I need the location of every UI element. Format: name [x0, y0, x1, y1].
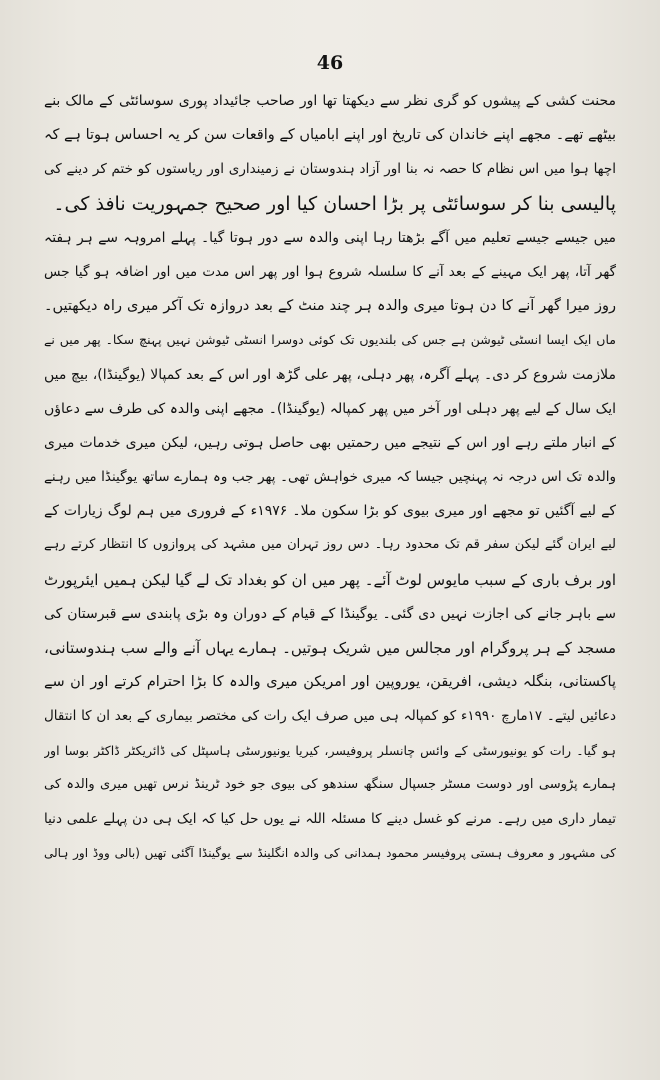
text-line: کی مشہور و معروف ہستی پروفیسر محمود ہمدانی کی والدہ انگلینڈ سے یوگینڈا آگئی تھیں (بالی ووڈ اور ہالی: [44, 846, 616, 861]
text-line: ملازمت شروع کر دی۔ پہلے آگرہ، پھر دہلی، پھر علی گڑھ اور اس کے بعد کمپالا (یوگینڈا)، بیچ میں: [44, 366, 616, 383]
text-line: اچھا ہوا میں اس نظام کا حصہ نہ بنا اور آزاد ہندوستان نے زمینداری اور ریاستوں کو ختم کر دینے کی: [44, 161, 616, 178]
text-line: والدہ تک اس درجہ نہ پہنچیں جیسا کہ میری خواہش تھی۔ پھر جب وہ ہمارے ساتھ یوگینڈا میں رہنے: [44, 469, 616, 486]
text-line: بیٹھے تھے۔ مجھے اپنے خاندان کی تاریخ اور اپنے ابامیاں کے واقعات سن کر یہ احساس ہوتا ہے کہ: [44, 127, 616, 144]
text-line: سے باہر جانے کی اجازت نہیں دی گئی۔ یوگینڈا کے قیام کے دوران وہ بڑی پابندی سے قبرستان کی: [44, 605, 616, 622]
text-line: تیمار داری میں رہے۔ مرنے کو غسل دینے کا مسئلہ اللہ نے یوں حل کیا کہ ایک ہی دن پہلے علمی دنیا: [44, 810, 616, 827]
text-line: دعائیں لیتے۔ ۱۷مارچ ۱۹۹۰ء کو کمپالہ ہی میں صرف ایک رات کی مختصر بیماری کے بعد ان کا انتقال: [44, 708, 616, 725]
text-line: مسجد کے ہر پروگرام اور مجالس میں شریک ہوتیں۔ ہمارے یہاں آنے والے سب ہندوستانی،: [44, 639, 616, 657]
text-line: ایک سال کے لیے پھر دہلی اور آخر میں پھر کمپالہ (یوگینڈا)۔ مجھے اپنی والدہ کی طرف سے دعاؤں: [44, 400, 616, 417]
page-number: 46: [316, 52, 344, 74]
text-line: میں جیسے جیسے تعلیم میں آگے بڑھتا رہا اپنی والدہ سے دور ہوتا گیا۔ پہلے امروہہ سے ہر ہفتہ: [44, 229, 616, 246]
text-line: گھر آتا، پھر ایک مہینے کے بعد آنے کا سلسلہ شروع ہوا اور پھر اس مدت میں اور اضافہ ہو گیا جس: [44, 263, 616, 280]
text-line: پاکستانی، بنگلہ دیشی، افریقن، یوروپین اور امریکن میری والدہ کا بڑا احترام کرتے اور ان سے: [44, 674, 616, 691]
text-line: کے لیے آگئیں تو مجھے اور میری بیوی کو بڑا سکون ملا۔ ۱۹۷۶ء کے فروری میں ہم لوگ زیارات کے: [44, 503, 616, 520]
text-line: ماں ایک ایسا انسٹی ٹیوشن ہے جس کی بلندیوں تک کوئی دوسرا انسٹی ٹیوشن نہیں پہنچ سکا۔ پھر میں نے: [44, 332, 616, 348]
text-line: لیے ایران گئے لیکن سفر قم تک محدود رہا۔ دس روز تہران میں مشہد کی پروازوں کا انتظار کرتے رہے: [44, 537, 616, 553]
text-line: کے انبار ملتے رہے اور اس کے نتیجے میں رحمتیں بھی حاصل ہوتی رہیں، لیکن میری خدمات میری: [44, 434, 616, 451]
text-line: ہمارے پڑوسی اور دوست مسٹر جسپال سنگھ سندھو کی بیوی جو خود ٹرینڈ نرس تھیں میری والدہ کی: [44, 776, 616, 792]
body-text: [44, 84, 616, 870]
text-line: ہو گیا۔ رات کو یونیورسٹی کے وائس چانسلر پروفیسر، کیریا یونیورسٹی ہاسپٹل کی ڈائریکٹر ڈاکٹر بوسا اور: [44, 742, 616, 758]
text-line: پالیسی بنا کر سوسائٹی پر بڑا احسان کیا اور صحیح جمہوریت نافذ کی۔: [53, 192, 616, 215]
text-line: اور برف باری کے سبب مایوس لوٹ آئے۔ پھر میں ان کو بغداد تک لے گیا لیکن ہمیں ایئرپورٹ: [44, 570, 616, 589]
text-line: روز میرا گھر آنے کا دن ہوتا میری والدہ ہر چند منٹ کے بعد دروازہ تک آکر میری راہ دیکھتیں۔: [44, 298, 616, 315]
text-line: محنت کشی کے پیشوں کو گری نظر سے دیکھتا تھا اور صاحب جائیداد پوری سوسائٹی کے مالک بنے: [44, 93, 616, 109]
